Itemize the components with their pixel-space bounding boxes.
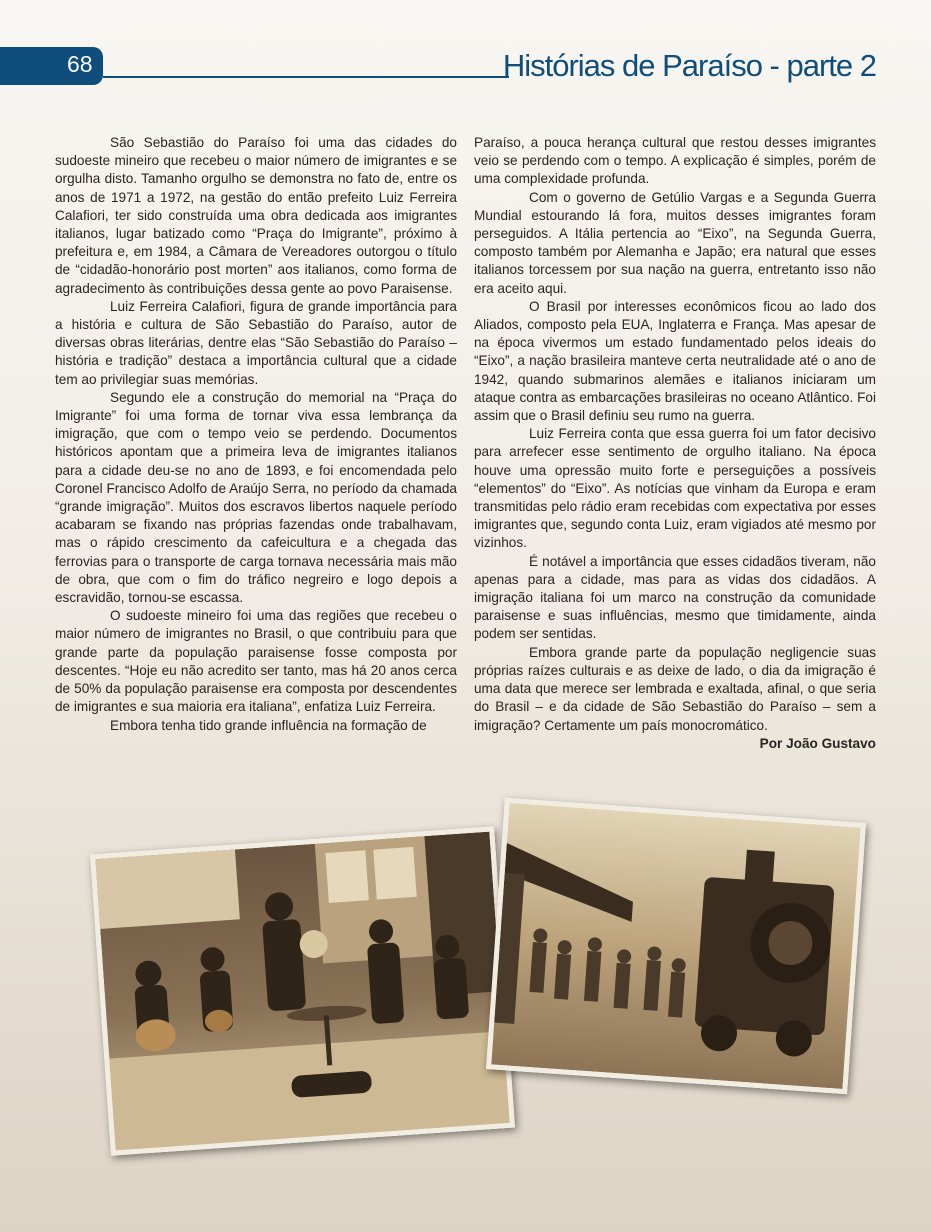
paragraph: Luiz Ferreira conta que essa guerra foi um fator decisivo para arrefecer esse sentimento de orgulho italiano. Na época houve uma opressão muito forte e perseguições a possíveis “elementos” do “Eixo”. As notícias que vinham da Europa e eram transmitidas pelo rádio eram recebidas com expectativa por esses imigrantes que, segundo conta Luiz, eram vigiados até mesmo por vizinhos. <box>474 426 876 551</box>
paragraph: Luiz Ferreira Calafiori, figura de grande importância para a história e cultura de São Sebastião do Paraíso, autor de diversas obras literárias, dentre elas “São Sebastião do Paraíso – história e tradição” destaca a importância cultural que a cidade tem ao privilegiar suas memórias. <box>55 298 457 387</box>
paragraph-continuation: Paraíso, a pouca herança cultural que restou desses imigrantes veio se perdendo com o tempo. A explicação é simples, porém de uma complexidade profunda. <box>474 135 876 187</box>
paragraph: Embora tenha tido grande influência na formação de <box>110 717 427 733</box>
paragraph: É notável a importância que esses cidadãos tiveram, não apenas para a cidade, mas para as vidas dos cidadãos. A imigração italiana foi um marco na construção da comunidade paraisense e suas influências, mesmo que timidamente, ainda podem ser sentidas. <box>474 553 876 642</box>
page-number-tab <box>0 47 103 85</box>
paragraph: Embora grande parte da população negligencie suas próprias raízes culturais e as deixe de lado, o dia da imigração é uma data que merece ser lembrada e exaltada, afinal, o que seria do Brasil – e da cidade de São Sebastião do Paraíso – sem a imigração? Certamente um país monocromático. <box>474 644 876 733</box>
photo-immigrant-musicians-image <box>95 832 509 1151</box>
paragraph: São Sebastião do Paraíso foi uma das cidades do sudoeste mineiro que recebeu o maior número de imigrantes e se orgulha disto. Tamanho orgulho se demonstra no fato de, entre os anos de 1971 a 1972, na gestão do então prefeito Luiz Ferreira Calafiori, ter sido construída uma obra dedicada aos imigrantes italianos, lugar batizado como “Praça do Imigrante”, próximo à prefeitura e, em 1984, a Câmara de Vereadores outorgou o título de “cidadão-honorário post morten” aos italianos, como forma de agradecimento às contribuições dessa gente ao povo Paraisense. <box>55 135 457 296</box>
paragraph: O Brasil por interesses econômicos ficou ao lado dos Aliados, composto pela EUA, Inglaterra e França. Mas apesar de na época vivermos um estado fundamentado pelos ideais do “Eixo”, a nação brasileira manteve certa neutralidade até o ano de 1942, quando submarinos alemães e italianos iniciaram um ataque contra as embarcações brasileiras no oceano Atlântico. Foi assim que o Brasil definiu seu rumo na guerra. <box>474 298 876 424</box>
photo-train-station-image <box>491 803 860 1089</box>
photo-train-station <box>486 798 866 1095</box>
paragraph: O sudoeste mineiro foi uma das regiões que recebeu o maior número de imigrantes no Brasil, o que contribuiu para que grande parte da população paraisense fosse composta por descentes. “Hoje eu não acredito ser tanto, mas há 20 anos cerca de 50% da população paraisense era composta por descendentes de imigrantes e sua maioria era italiana”, enfatiza Luiz Ferreira. <box>55 608 457 715</box>
page-number: 68 <box>67 51 93 77</box>
header-rule <box>103 76 509 78</box>
paragraph: Segundo ele a construção do memorial na “Praça do Imigrante” foi uma forma de tornar viva essa lembrança da imigração, que com o tempo veio se perdendo. Documentos históricos apontam que a primeira leva de imigrantes italianos para a cidade deu-se no ano de 1893, e foi encomendada pelo Coronel Francisco Adolfo de Araújo Serra, no período da chamada “grande imigração”. Muitos dos escravos libertos naquele período acabaram se fixando nas próprias fazendas onde trabalhavam, mas o rápido crescimento da cafeicultura e a chegada das ferrovias para o transporte de carga tornava necessária mais mão de obra, que com o fim do tráfico negreiro e logo depois a escravidão, tornou-se escassa. <box>55 389 457 606</box>
section-title: Histórias de Paraíso - parte 2 <box>502 48 876 83</box>
article-column-right <box>474 134 876 753</box>
author-byline: Por João Gustavo <box>759 735 876 751</box>
paragraph: Com o governo de Getúlio Vargas e a Segunda Guerra Mundial estourando lá fora, muitos desses imigrantes foram perseguidos. A Itália pertencia ao “Eixo”, na Segunda Guerra, composto também por Alemanha e Japão; era natural que esses italianos torcessem por sua nação na guerra, entretanto isso não era aceito aqui. <box>474 189 876 296</box>
photo-immigrant-musicians <box>90 826 515 1156</box>
article-column-left <box>55 134 457 735</box>
